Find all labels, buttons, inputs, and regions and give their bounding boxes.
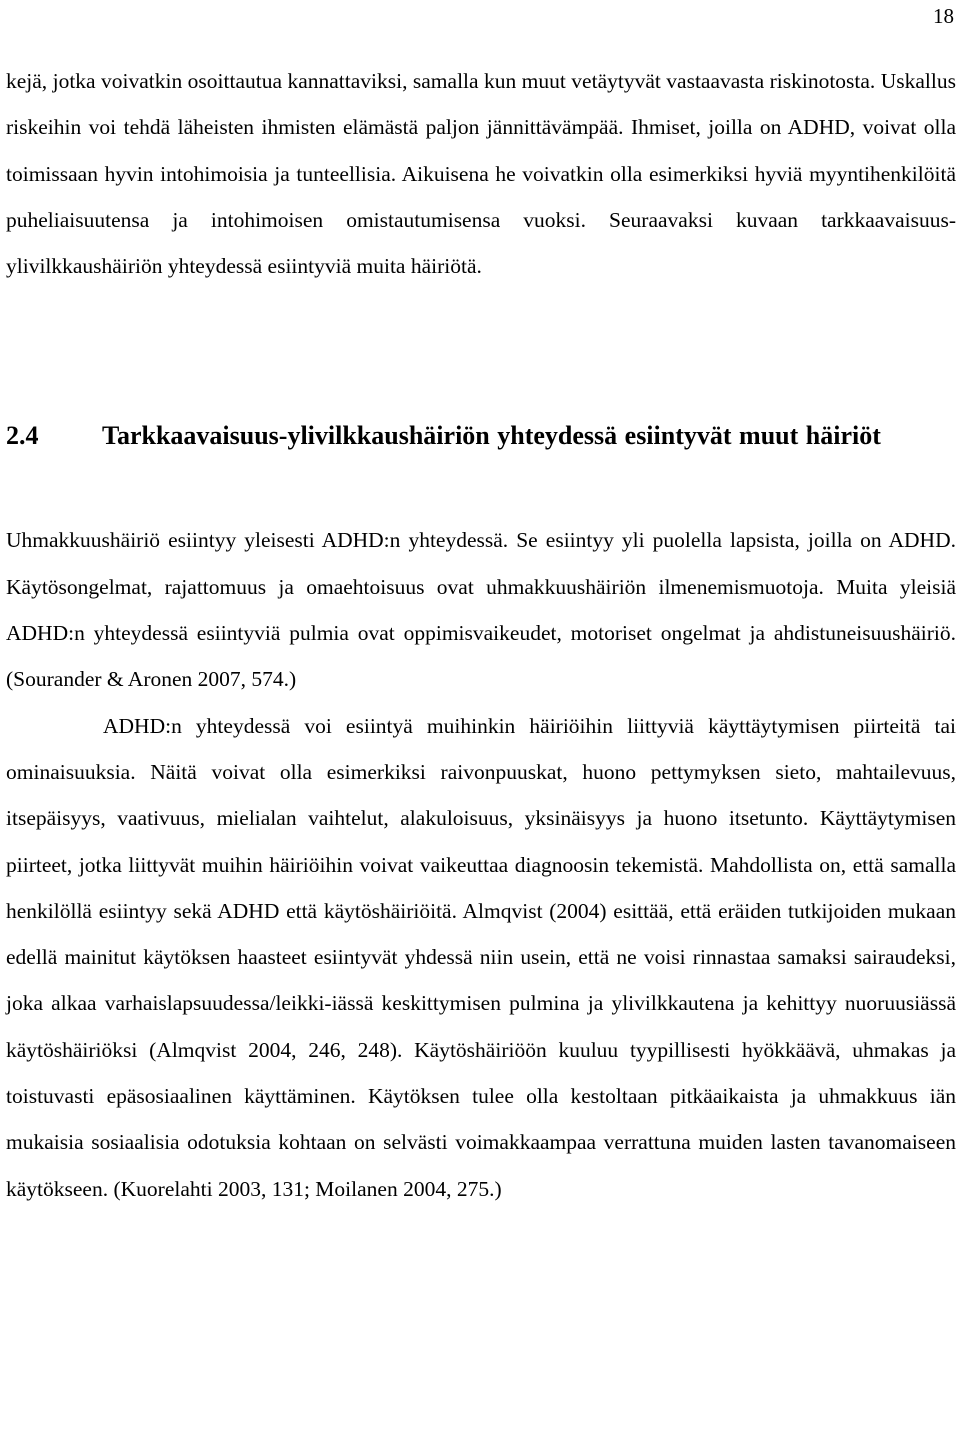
paragraph-oppositional: Uhmakkuushäiriö esiintyy yleisesti ADHD:n yhteydessä. Se esiintyy yli puolella lapsista, joilla on ADHD. Käytösongelmat, rajattomuus ja omaehtoisuus ovat uhmakkuushäiriön ilmenemismuotoja. Muita yleisiä ADHD:n yhteydessä esiintyviä pulmia ovat oppimisvaikeudet, motoriset ongelmat ja ahdistuneisuushäiriö. (Sourander & Aronen 2007, 574.) [6, 528, 956, 692]
page-number: 18 [933, 4, 954, 28]
section-title: Tarkkaavaisuus-ylivilkkaushäiriön yhteydessä esiintyvät muut häiriöt [102, 421, 881, 451]
section-heading [6, 419, 956, 453]
page-body [6, 58, 956, 1212]
paragraph-behavior: ADHD:n yhteydessä voi esiintyä muihinkin häiriöihin liittyviä käyttäytymisen piirteitä tai ominaisuuksia. Näitä voivat olla esimerkiksi raivonpuuskat, huono pettymyksen sieto, mahtailevuus, itsepäisyys, vaativuus, mielialan vaihtelut, alakuloisuus, yksinäisyys ja huono itsetunto. Käyttäytymisen piirteet, jotka liittyvät muihin häiriöihin voivat vaikeuttaa diagnoosin tekemistä. Mahdollista on, että samalla henkilöllä esiintyy sekä ADHD että käytöshäiriöitä. Almqvist (2004) esittää, että eräiden tutkijoiden mukaan edellä mainitut käytöksen haasteet esiintyvät yhdessä niin usein, että ne voisi rinnastaa samaksi sairaudeksi, joka alkaa varhaislapsuudessa/leikki-iässä keskittymisen pulmina ja ylivilkkautena ja kehittyy nuoruusiässä käytöshäiriöksi (Almqvist 2004, 246, 248). Käytöshäiriöön kuuluu tyypillisesti hyökkäävä, uhmakas ja toistuvasti epäsosiaalinen käyttäminen. Käytöksen tulee olla kestoltaan pitkäaikaista ja uhmakkuus iän mukaisia sosiaalisia odotuksia kohtaan on selvästi voimakkaampaa verrattuna muiden lasten tavanomaiseen käytökseen. (Kuorelahti 2003, 131; Moilanen 2004, 275.) [6, 713, 956, 1201]
section-number: 2.4 [6, 421, 39, 451]
paragraph-intro: kejä, jotka voivatkin osoittautua kannattaviksi, samalla kun muut vetäytyvät vastaavasta riskinotosta. Uskallus riskeihin voi tehdä läheisten ihmisten elämästä paljon jännittävämpää. Ihmiset, joilla on ADHD, voivat olla toimissaan hyvin intohimoisia ja tunteellisia. Aikuisena he voivatkin olla esimerkiksi hyviä myyntihenkilöitä puheliaisuutensa ja intohimoisen omistautumisensa vuoksi. Seuraavaksi kuvaan tarkkaavaisuus-ylivilkkaushäiriön yhteydessä esiintyviä muita häiriötä. [6, 69, 956, 279]
